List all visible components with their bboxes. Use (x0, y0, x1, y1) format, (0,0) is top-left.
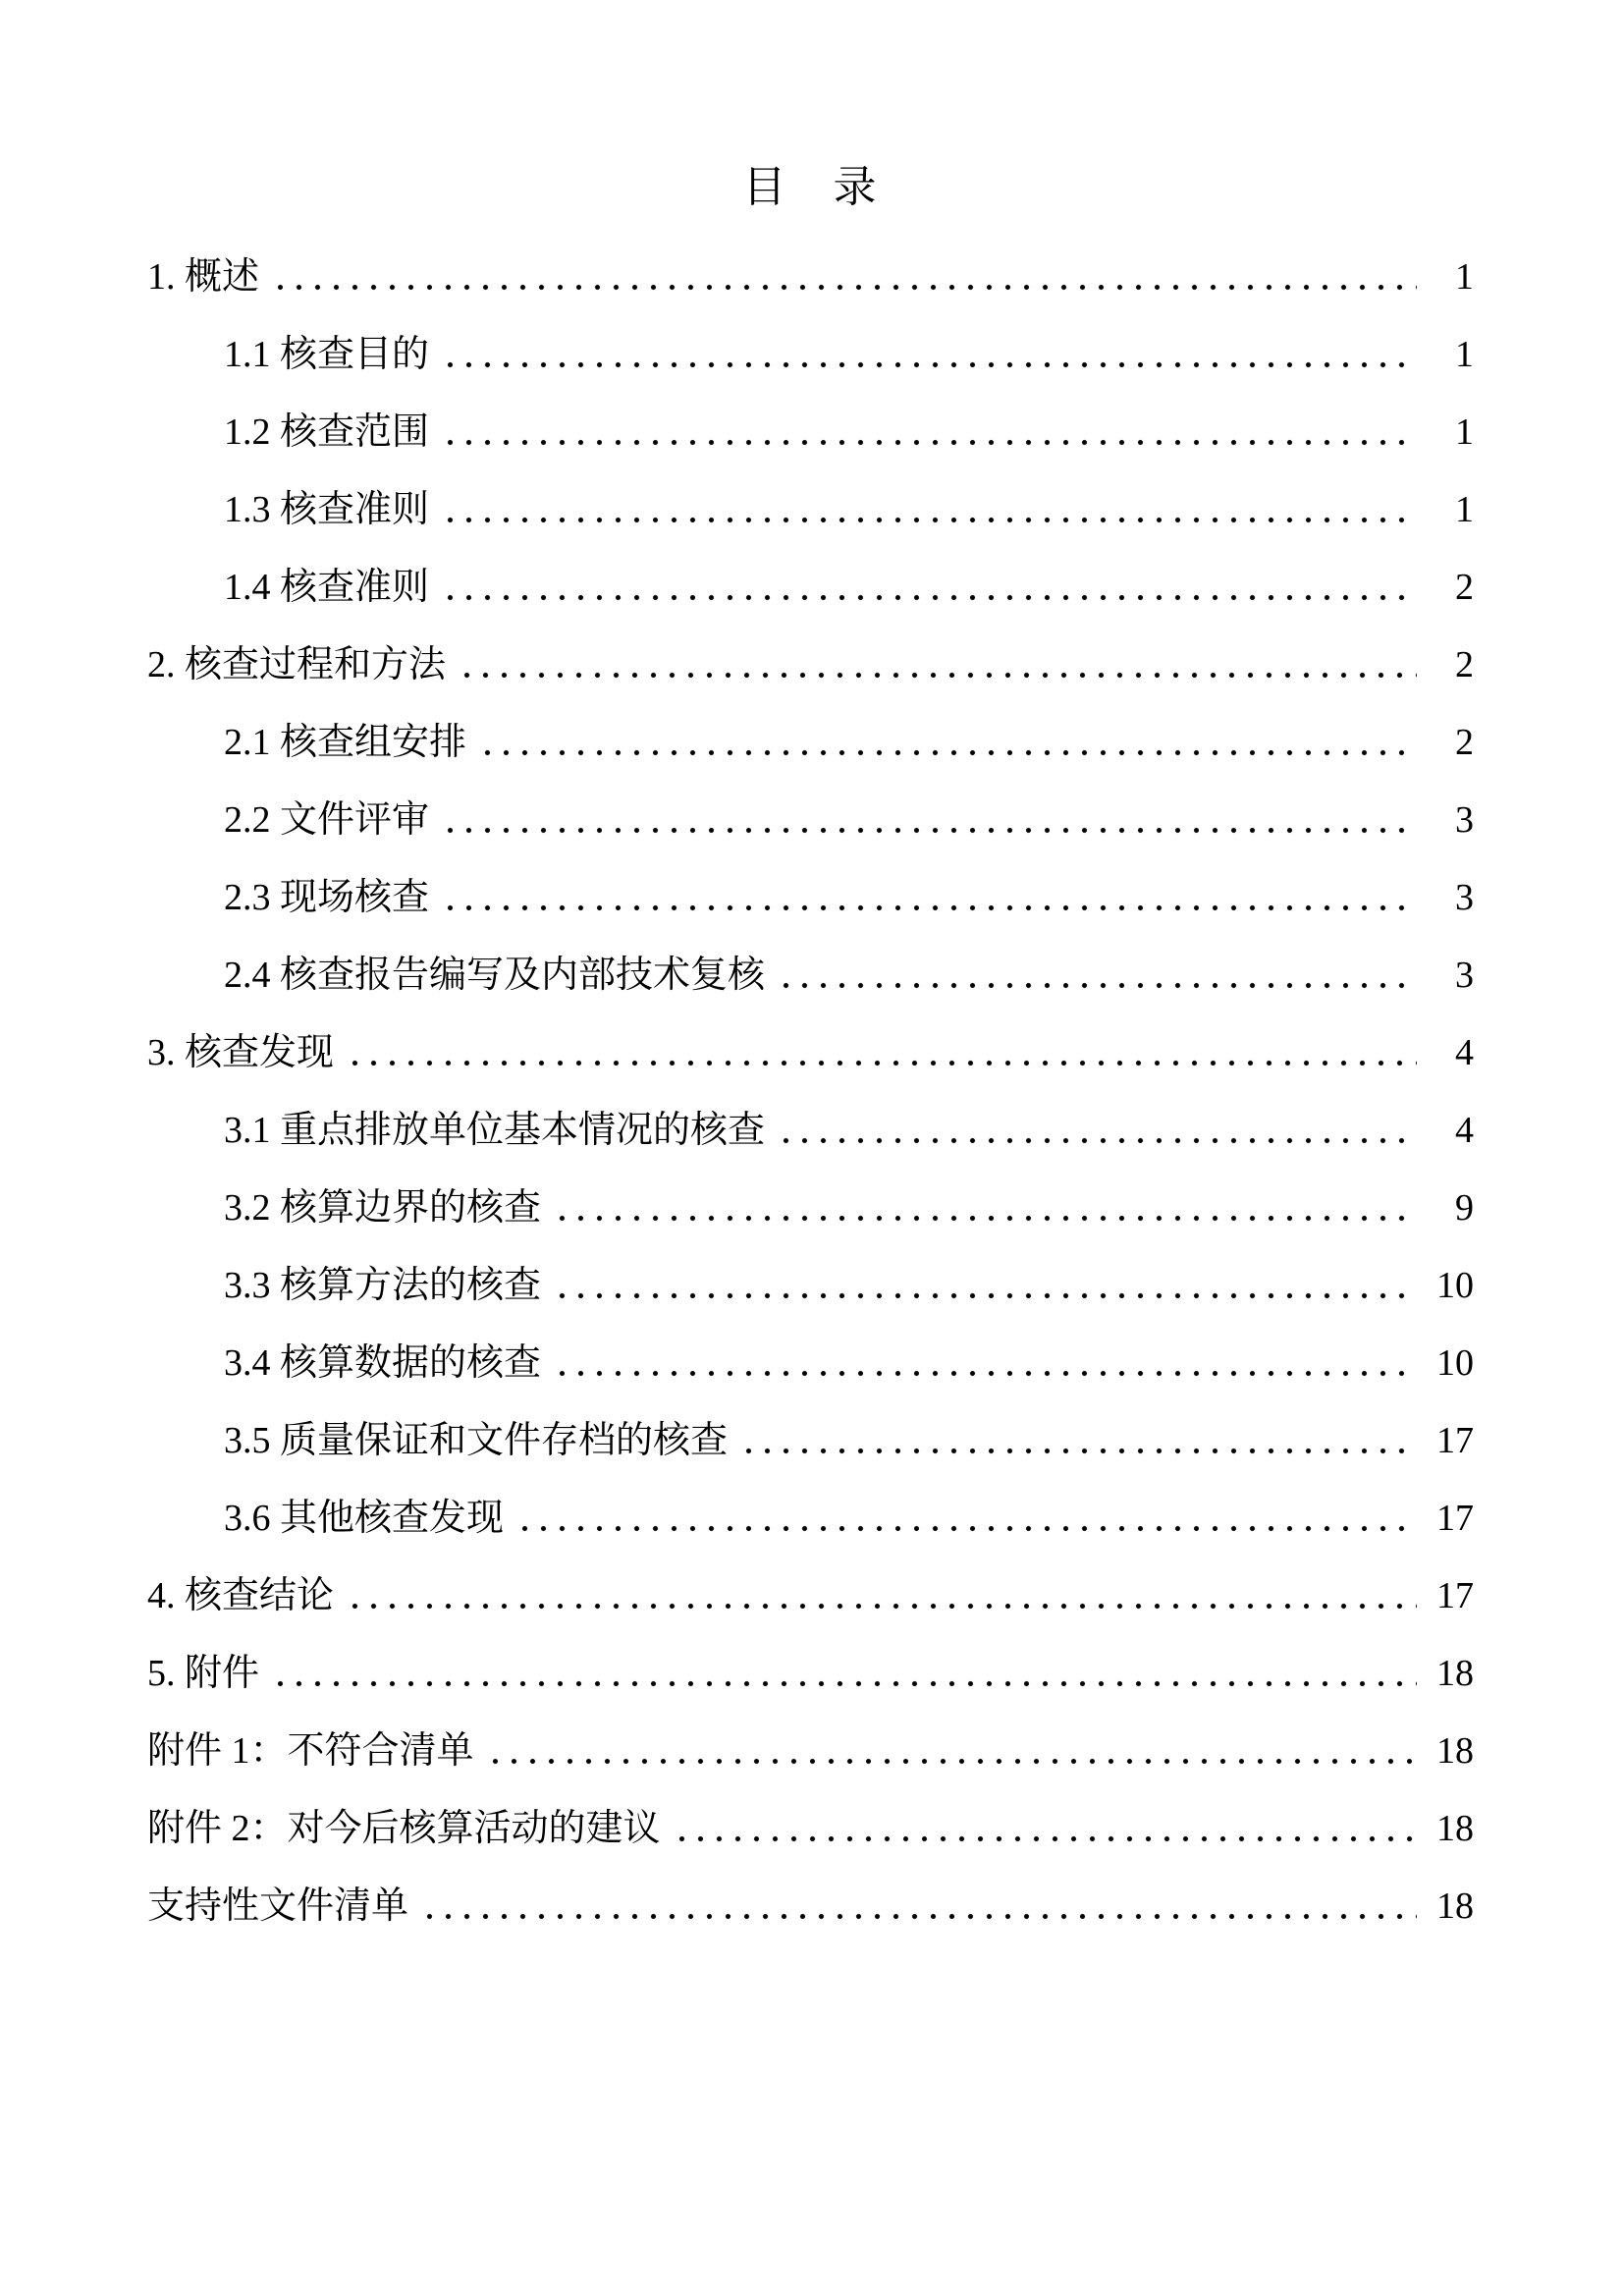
toc-entry-page-number: 1 (1455, 256, 1474, 298)
toc-entry[interactable] (147, 1700, 1474, 1777)
toc-entry-page-number: 3 (1455, 955, 1474, 996)
dot-leader (441, 903, 1417, 912)
toc-entry[interactable] (147, 1157, 1474, 1234)
dot-leader (420, 1912, 1417, 1921)
toc-entry-label: 1.2 核查范围 (224, 411, 430, 453)
toc-entry-page-number: 4 (1455, 1032, 1474, 1073)
dot-leader (458, 671, 1417, 680)
toc-entry-page-number: 2 (1455, 644, 1474, 685)
toc-entry[interactable] (147, 1855, 1474, 1933)
dot-leader (486, 1757, 1417, 1766)
toc-entry[interactable] (147, 1622, 1474, 1700)
dot-leader (777, 981, 1417, 990)
toc-entry-page-number: 17 (1436, 1575, 1474, 1616)
toc-entry[interactable] (147, 1234, 1474, 1312)
toc-entry-page-number: 10 (1436, 1342, 1474, 1384)
toc-entry-label: 1.3 核查准则 (224, 489, 430, 530)
dot-leader (441, 360, 1417, 369)
toc-entry[interactable] (147, 226, 1474, 303)
dot-leader (441, 516, 1417, 524)
dot-leader (553, 1214, 1417, 1223)
toc-entry-page-number: 3 (1455, 877, 1474, 918)
toc-entry[interactable] (147, 1545, 1474, 1622)
dot-leader (441, 826, 1417, 835)
toc-entry[interactable] (147, 381, 1474, 459)
toc-entry-label: 1. 概述 (147, 256, 260, 298)
toc-entry-label: 3.5 质量保证和文件存档的核查 (224, 1420, 729, 1461)
toc-entry-label: 3.4 核算数据的核查 (224, 1342, 542, 1384)
dot-leader (777, 1136, 1417, 1145)
toc-entry-page-number: 17 (1436, 1498, 1474, 1539)
toc-entry-page-number: 1 (1455, 334, 1474, 375)
toc-entry-label: 3.1 重点排放单位基本情况的核查 (224, 1110, 766, 1151)
dot-leader (553, 1291, 1417, 1300)
toc-entry[interactable] (147, 614, 1474, 691)
toc-entry[interactable] (147, 1777, 1474, 1855)
dot-leader (346, 1602, 1417, 1611)
toc-entry-page-number: 18 (1436, 1808, 1474, 1849)
toc-entry-page-number: 2 (1455, 722, 1474, 763)
dot-leader (673, 1834, 1417, 1843)
page-title: 目 录 (742, 163, 879, 211)
dot-leader (515, 1524, 1417, 1533)
toc-entry[interactable] (147, 691, 1474, 769)
toc-entry[interactable] (147, 1002, 1474, 1079)
toc-entry-label: 附件 1：不符合清单 (147, 1730, 474, 1772)
toc-entry-page-number: 18 (1436, 1886, 1474, 1927)
toc-entry[interactable] (147, 1079, 1474, 1157)
toc-entry-label: 4. 核查结论 (147, 1575, 335, 1616)
toc-entry-label: 1.1 核查目的 (224, 334, 430, 375)
toc-entry[interactable] (147, 847, 1474, 924)
dot-leader (441, 593, 1417, 602)
toc-entry-label: 支持性文件清单 (147, 1886, 409, 1927)
dot-leader (739, 1447, 1417, 1455)
toc-entry-page-number: 3 (1455, 799, 1474, 841)
toc-entry-page-number: 9 (1455, 1187, 1474, 1229)
toc-entry-label: 附件 2：对今后核算活动的建议 (147, 1808, 661, 1849)
dot-leader (346, 1059, 1417, 1067)
toc-entry-label: 2.1 核查组安排 (224, 722, 467, 763)
toc-entry-label: 1.4 核查准则 (224, 567, 430, 608)
table-of-contents (147, 226, 1474, 1933)
toc-entry[interactable] (147, 769, 1474, 847)
toc-entry-page-number: 1 (1455, 489, 1474, 530)
toc-entry-label: 3.6 其他核查发现 (224, 1498, 505, 1539)
toc-entry[interactable] (147, 303, 1474, 381)
toc-entry-page-number: 4 (1455, 1110, 1474, 1151)
toc-entry[interactable] (147, 1312, 1474, 1390)
toc-entry[interactable] (147, 459, 1474, 536)
toc-entry-label: 2. 核查过程和方法 (147, 644, 447, 685)
toc-entry-page-number: 2 (1455, 567, 1474, 608)
toc-entry-label: 2.3 现场核查 (224, 877, 430, 918)
toc-entry[interactable] (147, 536, 1474, 614)
dot-leader (478, 748, 1417, 757)
dot-leader (441, 438, 1417, 447)
toc-entry[interactable] (147, 1390, 1474, 1467)
dot-leader (553, 1369, 1417, 1378)
toc-entry[interactable] (147, 1467, 1474, 1545)
toc-entry-page-number: 10 (1436, 1265, 1474, 1306)
toc-entry-label: 2.2 文件评审 (224, 799, 430, 841)
toc-entry-page-number: 18 (1436, 1730, 1474, 1772)
toc-entry[interactable] (147, 924, 1474, 1002)
toc-entry-label: 3. 核查发现 (147, 1032, 335, 1073)
toc-entry-page-number: 18 (1436, 1653, 1474, 1694)
toc-entry-page-number: 17 (1436, 1420, 1474, 1461)
toc-entry-label: 3.3 核算方法的核查 (224, 1265, 542, 1306)
toc-entry-label: 3.2 核算边界的核查 (224, 1187, 542, 1229)
dot-leader (271, 1679, 1417, 1688)
toc-entry-page-number: 1 (1455, 411, 1474, 453)
toc-entry-label: 2.4 核查报告编写及内部技术复核 (224, 955, 766, 996)
dot-leader (271, 283, 1417, 292)
toc-entry-label: 5. 附件 (147, 1653, 260, 1694)
